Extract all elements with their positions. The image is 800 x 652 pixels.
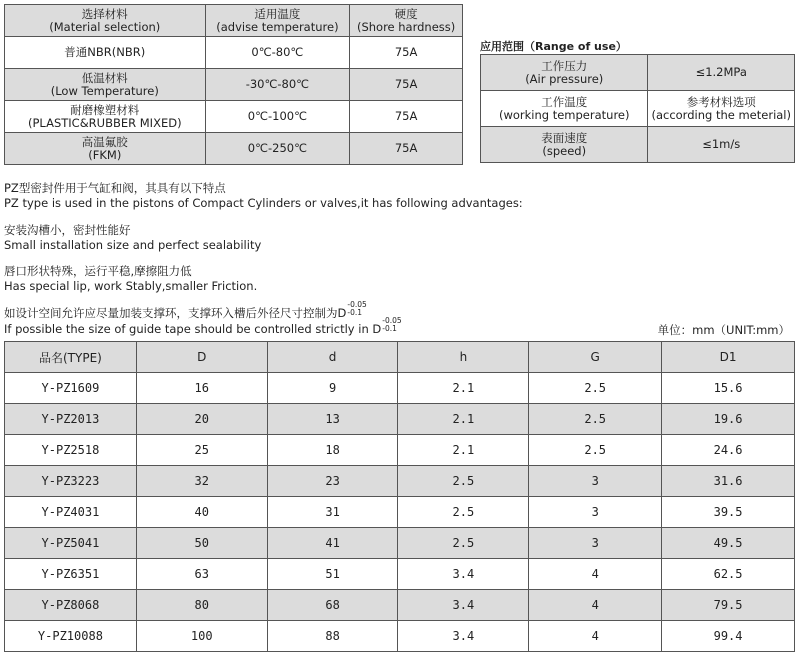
- table-cell: Y-PZ8068: [5, 590, 137, 621]
- material-hardness: 75A: [350, 101, 463, 133]
- table-cell: Y-PZ2013: [5, 404, 137, 435]
- table-cell: 3.4: [398, 621, 529, 652]
- table-cell: 63: [136, 559, 267, 590]
- column-header: D1: [662, 342, 795, 373]
- table-cell: 4: [529, 559, 662, 590]
- table-cell: Y-PZ1609: [5, 373, 137, 404]
- table-row: [5, 404, 795, 435]
- table-cell: 41: [267, 528, 398, 559]
- range-row: [481, 127, 795, 163]
- range-title: 应用范围（Range of use）: [480, 40, 627, 53]
- column-header: 品名(TYPE): [5, 342, 137, 373]
- table-cell: 2.5: [529, 404, 662, 435]
- column-header: d: [267, 342, 398, 373]
- table-cell: 80: [136, 590, 267, 621]
- table-cell: 39.5: [662, 497, 795, 528]
- table-cell: 25: [136, 435, 267, 466]
- table-cell: 31.6: [662, 466, 795, 497]
- material-name: 低温材料 (Low Temperature): [5, 69, 206, 101]
- table-row: [5, 590, 795, 621]
- table-cell: 4: [529, 621, 662, 652]
- table-cell: 32: [136, 466, 267, 497]
- material-table-header: [5, 5, 463, 37]
- range-value: ≤1.2MPa: [648, 55, 795, 91]
- table-row: [5, 559, 795, 590]
- header-hardness: 硬度 (Shore hardness): [350, 5, 463, 37]
- header-temperature: 适用温度 (advise temperature): [205, 5, 350, 37]
- range-row: [481, 91, 795, 127]
- material-name: 耐磨橡塑材料 (PLASTIC&RUBBER MIXED): [5, 101, 206, 133]
- dimension-table-header: [5, 342, 795, 373]
- material-temp: -30℃-80℃: [205, 69, 350, 101]
- material-name: 高温氟胶 (FKM): [5, 133, 206, 165]
- material-row: [5, 69, 463, 101]
- material-row: [5, 37, 463, 69]
- advantage-1: 安装沟槽小，密封性能好 Small installation size and perfect sealability: [4, 223, 262, 252]
- table-cell: 2.1: [398, 404, 529, 435]
- range-name: 工作压力 (Air pressure): [481, 55, 648, 91]
- material-temp: 0℃-100℃: [205, 101, 350, 133]
- material-row: [5, 133, 463, 165]
- dimension-table: [4, 341, 795, 652]
- table-cell: 40: [136, 497, 267, 528]
- table-cell: 51: [267, 559, 398, 590]
- table-cell: 62.5: [662, 559, 795, 590]
- table-cell: Y-PZ6351: [5, 559, 137, 590]
- range-value: ≤1m/s: [648, 127, 795, 163]
- table-cell: 50: [136, 528, 267, 559]
- table-cell: 3.4: [398, 559, 529, 590]
- range-name: 工作温度 (working temperature): [481, 91, 648, 127]
- column-header: G: [529, 342, 662, 373]
- table-cell: 20: [136, 404, 267, 435]
- material-hardness: 75A: [350, 69, 463, 101]
- column-header: h: [398, 342, 529, 373]
- table-cell: 2.1: [398, 373, 529, 404]
- tolerance: -0.05 -0.1: [382, 316, 402, 333]
- tolerance: -0.05 -0.1: [347, 300, 367, 317]
- table-cell: 3: [529, 497, 662, 528]
- table-cell: Y-PZ5041: [5, 528, 137, 559]
- table-cell: 4: [529, 590, 662, 621]
- table-cell: 79.5: [662, 590, 795, 621]
- range-table: [480, 54, 795, 163]
- table-cell: Y-PZ4031: [5, 497, 137, 528]
- table-cell: 3: [529, 466, 662, 497]
- table-cell: 2.5: [398, 497, 529, 528]
- dimension-table-body: [5, 342, 795, 652]
- advantage-3: 如设计空间允许应尽量加装支撑环，支撑环入槽后外径尺寸控制为D -0.05 -0.1 If possible the size of guide tape should be controlled strictly in D -0.05 -0.1: [4, 300, 402, 336]
- table-cell: Y-PZ10088: [5, 621, 137, 652]
- table-cell: 15.6: [662, 373, 795, 404]
- table-cell: 99.4: [662, 621, 795, 652]
- table-cell: 2.5: [398, 466, 529, 497]
- table-row: [5, 466, 795, 497]
- unit-label: 单位：mm（UNIT:mm）: [657, 323, 790, 337]
- material-hardness: 75A: [350, 37, 463, 69]
- table-cell: 68: [267, 590, 398, 621]
- column-header: D: [136, 342, 267, 373]
- material-name: 普通NBR(NBR): [5, 37, 206, 69]
- advantage-2: 唇口形状特殊，运行平稳,摩擦阻力低 Has special lip, work Stably,smaller Friction.: [4, 264, 258, 293]
- table-cell: 3: [529, 528, 662, 559]
- table-cell: 18: [267, 435, 398, 466]
- table-row: [5, 497, 795, 528]
- header-material: 选择材料 (Material selection): [5, 5, 206, 37]
- material-hardness: 75A: [350, 133, 463, 165]
- table-cell: 2.5: [529, 435, 662, 466]
- material-table: [4, 4, 463, 165]
- table-cell: 2.5: [398, 528, 529, 559]
- table-cell: 16: [136, 373, 267, 404]
- table-cell: 3.4: [398, 590, 529, 621]
- table-cell: 100: [136, 621, 267, 652]
- material-temp: 0℃-250℃: [205, 133, 350, 165]
- table-cell: 2.5: [529, 373, 662, 404]
- table-cell: Y-PZ3223: [5, 466, 137, 497]
- table-row: [5, 435, 795, 466]
- range-value: 参考材料选项 (according the meterial): [648, 91, 795, 127]
- material-row: [5, 101, 463, 133]
- table-cell: 24.6: [662, 435, 795, 466]
- material-temp: 0℃-80℃: [205, 37, 350, 69]
- table-cell: 23: [267, 466, 398, 497]
- table-cell: 13: [267, 404, 398, 435]
- table-cell: 49.5: [662, 528, 795, 559]
- table-row: [5, 373, 795, 404]
- range-name: 表面速度 (speed): [481, 127, 648, 163]
- table-cell: 9: [267, 373, 398, 404]
- table-cell: 31: [267, 497, 398, 528]
- table-row: [5, 528, 795, 559]
- table-cell: 19.6: [662, 404, 795, 435]
- table-cell: 2.1: [398, 435, 529, 466]
- table-cell: Y-PZ2518: [5, 435, 137, 466]
- table-cell: 88: [267, 621, 398, 652]
- range-row: [481, 55, 795, 91]
- table-row: [5, 621, 795, 652]
- intro-text: PZ型密封件用于气缸和阀，其具有以下特点 PZ type is used in the pistons of Compact Cylinders or valves,it has following advantages:: [4, 181, 523, 210]
